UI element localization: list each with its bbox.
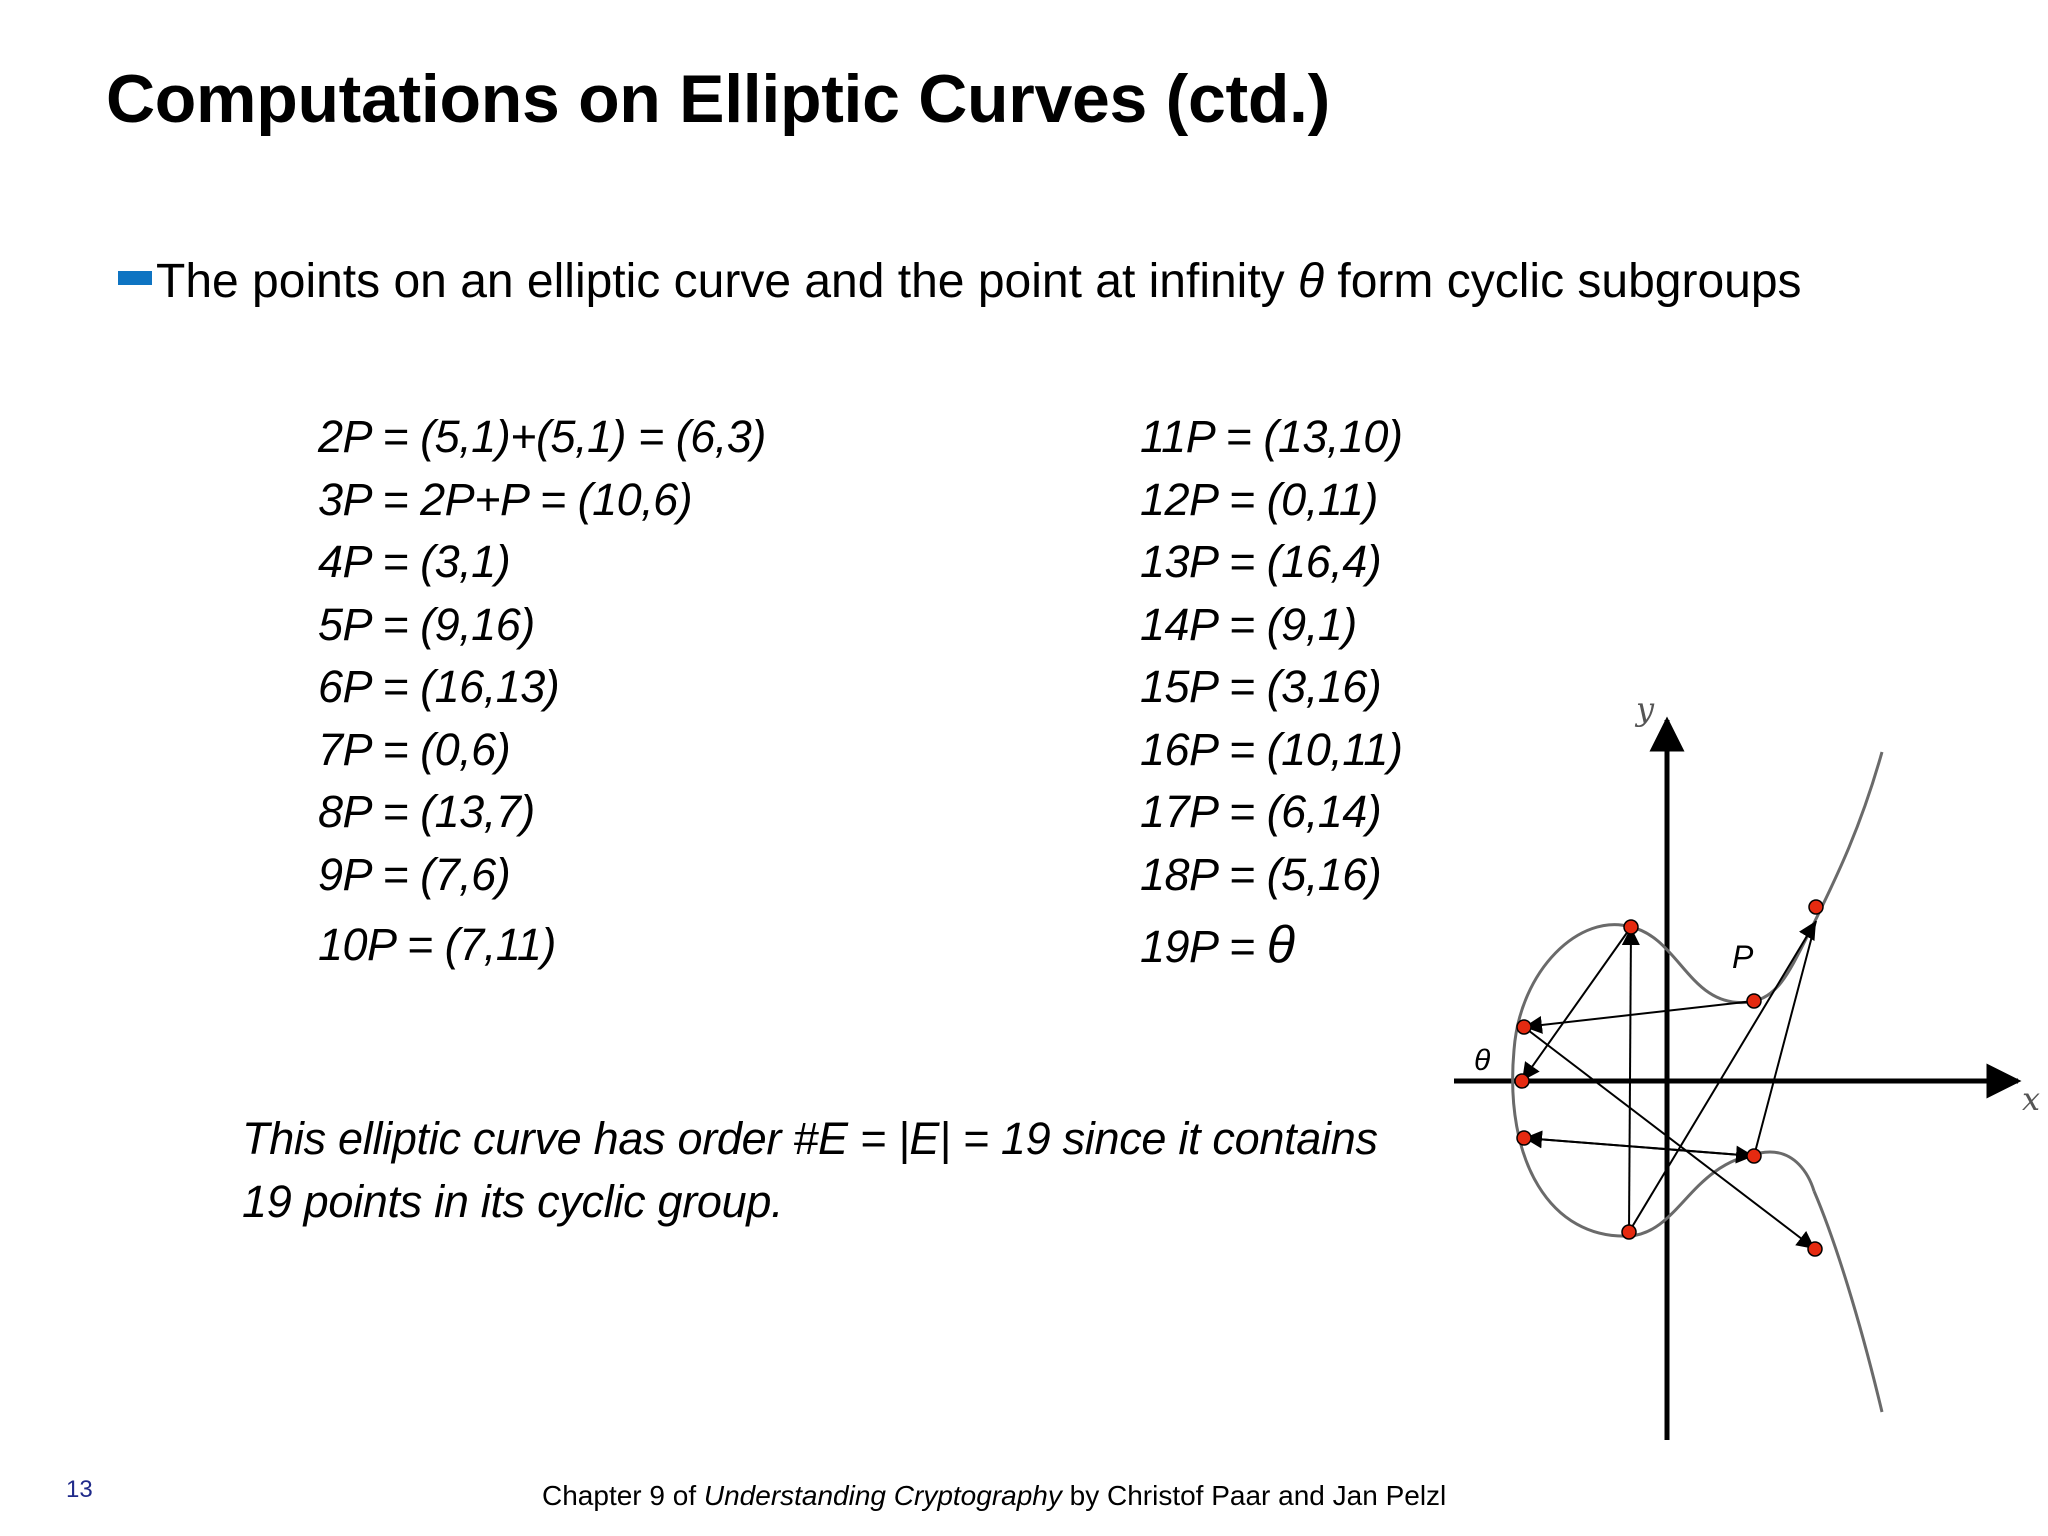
curve-point-p [1747,994,1761,1008]
footer-citation [542,1480,1446,1512]
multiples-left-column [318,406,766,977]
y-axis-label: y [1636,690,1655,728]
multiple-entry: 16P = (10,11) [1140,723,1403,775]
multiples-right-column [1140,406,1402,977]
multiple-entry: 12P = (0,11) [1140,473,1378,525]
arrow [1629,921,1816,1232]
page-number: 13 [66,1476,93,1503]
infinity-label: θ [1474,1044,1491,1077]
order-note-line-2: 19 points in its cyclic group. [242,1176,784,1227]
slide-title: Computations on Elliptic Curves (ctd.) [106,61,1330,137]
multiple-entry: 3P = 2P+P = (10,6) [318,473,693,525]
curve-point [1624,920,1638,934]
bullet-theta: θ [1298,255,1325,308]
multiple-entry: 11P = (13,10) [1140,411,1403,462]
multiple-entry: 2P = (5,1)+(5,1) = (6,3) [318,411,766,462]
curve-point [1809,900,1823,914]
curve-point [1622,1225,1636,1239]
curve-point-infinity [1515,1074,1529,1088]
order-note-line-1: This elliptic curve has order #E = |E| = 19 since it contains [242,1113,1378,1164]
multiple-entry: 4P = (3,1) [318,536,511,587]
bullet-point [118,254,1802,309]
multiple-entry: 14P = (9,1) [1140,598,1357,650]
footer-prefix: Chapter 9 of [542,1480,704,1511]
multiple-entry: 5P = (9,16) [318,598,535,650]
bullet-text-after: form cyclic subgroups [1324,255,1802,308]
arrow [1524,1138,1754,1156]
multiple-entry: 9P = (7,6) [318,848,511,900]
x-axis-label: x [2022,1080,2040,1118]
curve-point [1747,1149,1761,1163]
bullet-text [156,255,1802,308]
order-note [242,1107,1378,1233]
footer-book-title: Understanding Cryptography [703,1480,1062,1511]
bullet-text-before: The points on an elliptic curve and the point at infinity [156,255,1299,308]
multiple-entry: 17P = (6,14) [1140,786,1382,837]
footer-suffix: by Christof Paar and Jan Pelzl [1061,1480,1447,1511]
curve-lower-branch [1814,1191,1882,1412]
point-p-label: P [1732,939,1754,975]
curve-point [1517,1131,1531,1145]
elliptic-curve-figure [1440,680,2040,1460]
multiple-entry: 6P = (16,13) [318,661,560,712]
curve-point [1517,1020,1531,1034]
multiple-entry: 18P = (5,16) [1140,848,1382,900]
curve-point [1808,1242,1822,1256]
multiple-entry: 7P = (0,6) [318,723,511,775]
multiple-entry: 13P = (16,4) [1140,536,1382,587]
infinity-theta: θ [1266,916,1295,974]
arrow [1754,921,1816,1156]
multiple-entry-infinity [1140,914,1402,977]
multiple-entry: 15P = (3,16) [1140,661,1382,712]
multiple-entry: 8P = (13,7) [318,786,535,837]
arrow [1522,927,1631,1081]
arrow [1629,927,1631,1232]
bullet-marker-icon [118,271,152,285]
multiple-prefix: 19P = [1140,921,1267,972]
arrow [1524,1001,1754,1027]
multiple-entry: 10P = (7,11) [318,919,556,970]
